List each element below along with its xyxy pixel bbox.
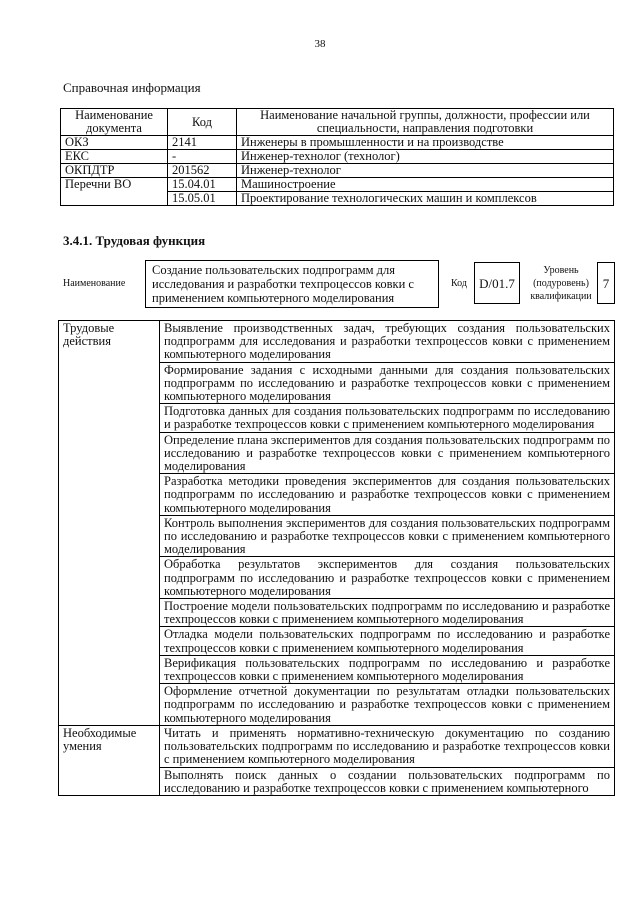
table-row [61,178,614,192]
required-skills-label: Необходимые умения [59,725,160,795]
name-cell: Инженер-технолог (технолог) [237,150,614,164]
labor-action-item: Подготовка данных для создания пользовательских подпрограмм по исследованию и разработке техпроцессов ковки с применением компьютерного моделирования [160,404,615,432]
labor-action-item: Отладка модели пользовательских подпрограмм по исследованию и разработке техпроцессов ковки с применением компьютерного моделирования [160,627,615,655]
doc-cell: Перечни ВО [61,178,168,206]
labor-action-item: Определение плана экспериментов для создания пользовательских подпрограмм по исследованию и разработке техпроцессов ковки с применением компьютерного моделирования [160,432,615,474]
labor-actions-label: Трудовые действия [59,321,160,726]
function-code-label: Код [451,278,467,289]
code-header: Код [168,109,237,136]
table-row [61,136,614,150]
labor-action-item: Обработка результатов экспериментов для создания пользовательских подпрограмм по исследованию и разработке техпроцессов ковки с применением компьютерного моделирования [160,557,615,599]
code-cell: - [168,150,237,164]
reference-table-header-row [61,109,614,136]
table-row [59,725,615,767]
name-cell: Инженер-технолог [237,164,614,178]
labor-action-item: Верификация пользовательских подпрограмм по исследованию и разработке техпроцессов ковки с применением компьютерного моделирования [160,655,615,683]
name-cell: Проектирование технологических машин и комплексов [237,192,614,206]
reference-info-heading: Справочная информация [63,80,201,95]
labor-actions-table [58,320,615,796]
name-cell: Инженеры в промышленности и на производстве [237,136,614,150]
group-name-header: Наименование начальной группы, должности, профессии или специальности, направления подготовки [237,109,614,136]
labor-action-item: Разработка методики проведения экспериментов для создания пользовательских подпрограмм по исследованию и разработке техпроцессов ковки с применением компьютерного моделирования [160,474,615,516]
name-cell: Машиностроение [237,178,614,192]
code-cell: 2141 [168,136,237,150]
page-number: 38 [314,38,326,50]
function-name-value: Создание пользовательских подпрограмм для исследования и разработки техпроцессов ковки с применением компьютерного моделирования [145,260,439,308]
table-row [61,164,614,178]
labor-action-item: Оформление отчетной документации по результатам отладки пользовательских подпрограмм по исследованию и разработке техпроцессов ковки с применением компьютерного моделирования [160,684,615,726]
labor-action-item: Формирование задания с исходными данными для создания пользовательских подпрограмм по исследованию и разработке техпроцессов ковки с применением компьютерного моделирования [160,362,615,404]
doc-cell: ЕКС [61,150,168,164]
doc-cell: ОКЗ [61,136,168,150]
table-row [61,150,614,164]
skill-item: Читать и применять нормативно-техническую документацию по созданию пользовательских подпрограмм по исследованию и разработке техпроцессов ковки с применением компьютерного моделирования [160,725,615,767]
labor-function-title: 3.4.1. Трудовая функция [63,233,206,248]
function-name-label: Наименование [63,278,126,289]
doc-cell: ОКПДТР [61,164,168,178]
code-cell: 15.04.01 [168,178,237,192]
function-code-value: D/01.7 [474,262,520,304]
code-cell: 15.05.01 [168,192,237,206]
code-cell: 201562 [168,164,237,178]
labor-action-item: Контроль выполнения экспериментов для создания пользовательских подпрограмм по исследованию и разработке техпроцессов ковки с применением компьютерного моделирования [160,515,615,557]
qualification-level-value: 7 [597,262,615,304]
labor-action-item: Выявление производственных задач, требующих создания пользовательских подпрограмм для исследования и разработки техпроцессов ковки с применением компьютерного моделирования [160,321,615,363]
qualification-level-label: Уровень (подуровень) квалификации [530,265,592,302]
reference-info-table [60,108,614,206]
doc-name-header: Наименование документа [61,109,168,136]
table-row [59,321,615,363]
labor-action-item: Построение модели пользовательских подпрограмм по исследованию и разработке техпроцессов ковки с применением компьютерного моделирования [160,599,615,627]
skill-item: Выполнять поиск данных о создании пользовательских подпрограмм по исследованию и разработке техпроцессов ковки с применением компьютерного [160,767,615,795]
